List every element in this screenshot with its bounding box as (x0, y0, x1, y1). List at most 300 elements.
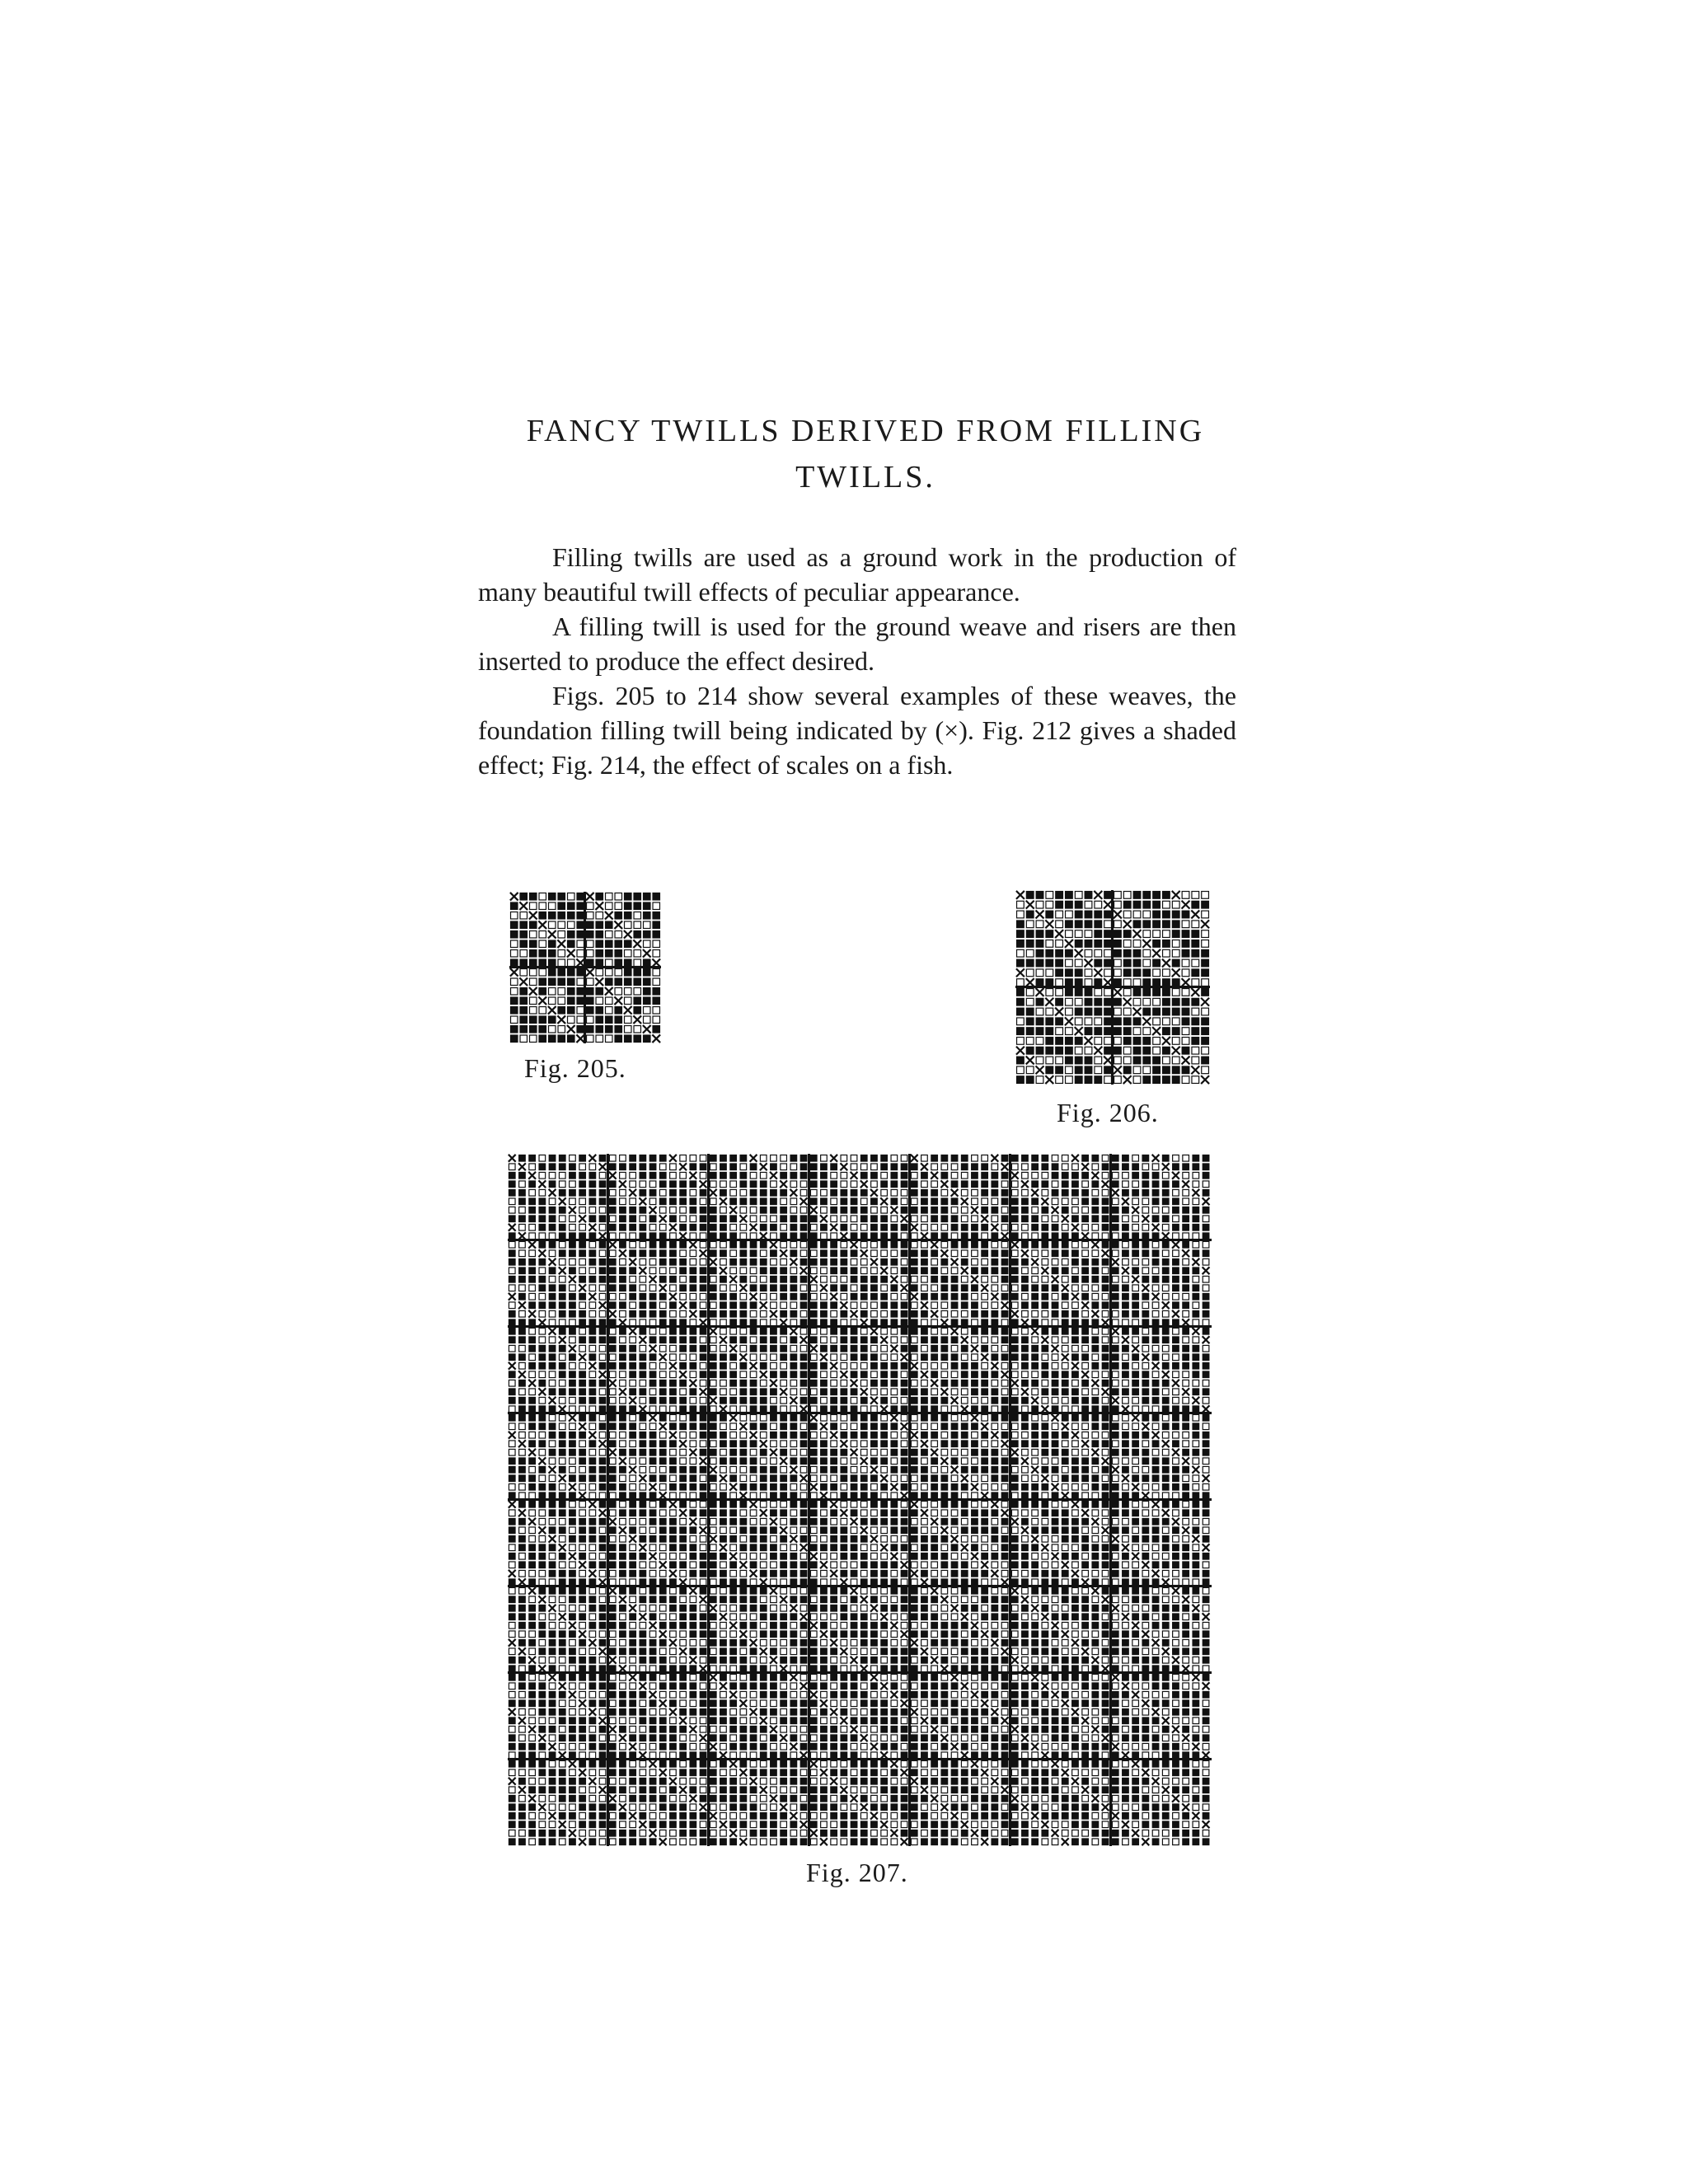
riser-mark (1026, 940, 1034, 948)
riser-mark (981, 1180, 988, 1188)
riser-mark (961, 1466, 968, 1474)
twill-cross-mark (780, 1388, 787, 1395)
sinker-mark (961, 1310, 968, 1317)
sinker-mark (821, 1570, 828, 1577)
sinker-mark (931, 1319, 938, 1326)
sinker-mark (1102, 1189, 1109, 1196)
riser-mark (619, 1362, 626, 1370)
sinker-mark (1022, 1328, 1029, 1334)
riser-mark (549, 1483, 556, 1491)
sinker-mark (1142, 1466, 1149, 1473)
riser-mark (1052, 1371, 1059, 1378)
sinker-mark (730, 1614, 737, 1620)
riser-mark (1102, 1647, 1109, 1655)
sinker-mark (860, 1258, 867, 1265)
riser-mark (1142, 1008, 1151, 1016)
sinker-mark (790, 1587, 797, 1594)
sinker-mark (690, 1501, 696, 1507)
sinker-mark (720, 1328, 727, 1334)
twill-cross-mark (981, 1492, 988, 1499)
twill-cross-mark (588, 1224, 596, 1231)
riser-mark (840, 1249, 847, 1257)
sinker-mark (519, 1570, 526, 1577)
sinker-mark (1001, 1562, 1008, 1568)
sinker-mark (1052, 1605, 1058, 1611)
riser-mark (1021, 1492, 1029, 1499)
riser-mark (619, 1414, 626, 1422)
sinker-mark (871, 1614, 878, 1620)
riser-mark (1152, 1622, 1160, 1629)
riser-mark (770, 1197, 777, 1205)
riser-mark (720, 1509, 727, 1516)
riser-mark (1041, 1639, 1048, 1647)
riser-mark (1081, 1319, 1089, 1326)
twill-cross-mark (1152, 1570, 1160, 1577)
riser-mark (599, 1241, 607, 1249)
riser-mark (971, 1163, 978, 1170)
twill-cross-mark (569, 1483, 576, 1491)
riser-mark (1142, 1535, 1149, 1543)
riser-mark (1133, 968, 1142, 977)
sinker-mark (1142, 1224, 1149, 1230)
sinker-mark (871, 1164, 878, 1170)
riser-mark (518, 1258, 526, 1266)
sinker-mark (1066, 998, 1073, 1005)
sinker-mark (649, 1319, 656, 1326)
sinker-mark (921, 1319, 928, 1326)
riser-mark (549, 1492, 556, 1499)
riser-mark (800, 1224, 808, 1231)
riser-mark (1001, 1267, 1009, 1274)
sinker-mark (1143, 1028, 1151, 1035)
sinker-mark (931, 1302, 938, 1309)
sinker-mark (1104, 969, 1112, 977)
riser-mark (1172, 1466, 1179, 1474)
sinker-mark (589, 1587, 596, 1594)
twill-cross-mark (659, 1215, 667, 1222)
twill-cross-mark (931, 1380, 938, 1387)
riser-mark (981, 1328, 988, 1335)
riser-mark (780, 1622, 787, 1629)
sinker-mark (972, 1319, 978, 1326)
riser-mark (588, 1215, 596, 1222)
sinker-mark (659, 1510, 666, 1516)
riser-mark (639, 1578, 646, 1586)
riser-mark (559, 1526, 566, 1534)
twill-cross-mark (851, 1518, 858, 1526)
riser-mark (1075, 978, 1083, 987)
riser-mark (1102, 1483, 1109, 1491)
sinker-mark (559, 1596, 565, 1603)
sinker-mark (640, 1276, 646, 1282)
riser-mark (1112, 1544, 1119, 1551)
sinker-mark (750, 1493, 757, 1499)
riser-mark (890, 1544, 898, 1551)
riser-mark (1011, 1414, 1019, 1422)
riser-mark (720, 1276, 727, 1283)
riser-mark (780, 1353, 787, 1361)
riser-mark (579, 1371, 586, 1378)
sinker-mark (1193, 1544, 1199, 1551)
riser-mark (1052, 1518, 1059, 1526)
riser-mark (1041, 1570, 1048, 1577)
riser-mark (830, 1405, 837, 1413)
sinker-mark (730, 1389, 737, 1395)
sinker-mark (549, 1198, 556, 1205)
riser-mark (689, 1388, 696, 1395)
riser-mark (800, 1258, 808, 1266)
riser-mark (1152, 1008, 1160, 1016)
riser-mark (951, 1682, 959, 1690)
twill-cross-mark (890, 1553, 898, 1560)
paragraph-2: A filling twill is used for the ground weave and risers are then inserted to produce the effect desired. (478, 612, 1236, 676)
sinker-mark (1062, 1648, 1068, 1655)
riser-mark (901, 1544, 908, 1551)
sinker-mark (1173, 1293, 1179, 1300)
riser-mark (1081, 1674, 1089, 1681)
sinker-mark (760, 1432, 767, 1438)
riser-mark (1112, 1301, 1119, 1309)
riser-mark (911, 1587, 918, 1595)
riser-mark (729, 1197, 737, 1205)
sinker-mark (911, 1622, 917, 1629)
twill-cross-mark (1026, 978, 1034, 987)
sinker-mark (1173, 1579, 1179, 1586)
twill-cross-mark (605, 912, 613, 920)
sinker-mark (860, 1683, 867, 1690)
sinker-mark (860, 1466, 867, 1473)
riser-mark (538, 1380, 546, 1387)
riser-mark (1192, 1422, 1199, 1430)
sinker-mark (1172, 940, 1179, 948)
twill-cross-mark (599, 1578, 607, 1586)
sinker-mark (961, 1553, 968, 1559)
sinker-mark (1046, 940, 1053, 948)
sinker-mark (860, 1510, 867, 1516)
sinker-mark (1001, 1631, 1008, 1638)
riser-mark (1011, 1155, 1019, 1162)
riser-mark (599, 1422, 607, 1430)
riser-mark (652, 996, 660, 1005)
sinker-mark (931, 1258, 938, 1265)
riser-mark (991, 1172, 998, 1179)
riser-mark (820, 1518, 828, 1526)
riser-mark (890, 1241, 898, 1249)
twill-cross-mark (1001, 1578, 1009, 1586)
sinker-mark (1143, 998, 1151, 1005)
riser-mark (649, 1249, 657, 1257)
sinker-mark (821, 1268, 828, 1274)
riser-mark (770, 1328, 777, 1335)
sinker-mark (921, 1216, 928, 1222)
sinker-mark (1011, 1302, 1018, 1309)
riser-mark (1001, 1544, 1009, 1551)
riser-mark (643, 987, 651, 996)
sinker-mark (1172, 901, 1179, 908)
sinker-mark (1173, 1432, 1179, 1438)
sinker-mark (911, 1475, 917, 1482)
sinker-mark (1123, 1276, 1129, 1282)
riser-mark (1182, 1449, 1189, 1456)
riser-mark (870, 1414, 878, 1422)
twill-cross-mark (1062, 1215, 1069, 1222)
sinker-mark (1183, 1233, 1189, 1240)
riser-mark (1016, 1076, 1025, 1084)
sinker-mark (992, 1345, 998, 1352)
sinker-mark (951, 1268, 958, 1274)
riser-mark (1075, 1076, 1083, 1084)
sinker-mark (1123, 1535, 1129, 1542)
sinker-mark (1173, 1510, 1179, 1516)
sinker-mark (1123, 1562, 1129, 1568)
riser-mark (549, 1301, 556, 1309)
twill-cross-mark (1071, 1570, 1079, 1577)
riser-mark (911, 1613, 918, 1620)
sinker-mark (871, 1371, 878, 1378)
riser-mark (519, 996, 528, 1005)
twill-cross-mark (1065, 940, 1073, 948)
riser-mark (720, 1674, 727, 1681)
sinker-mark (881, 1587, 888, 1594)
riser-mark (911, 1596, 918, 1603)
riser-mark (1112, 1345, 1119, 1352)
riser-mark (1122, 1432, 1129, 1439)
riser-mark (588, 1674, 596, 1681)
sinker-mark (730, 1250, 737, 1257)
riser-mark (890, 1518, 898, 1526)
riser-mark (569, 1353, 576, 1361)
sinker-mark (1032, 1207, 1039, 1213)
riser-mark (1132, 1674, 1139, 1681)
sinker-mark (1123, 1397, 1129, 1404)
riser-mark (820, 1197, 828, 1205)
twill-cross-mark (1142, 1284, 1149, 1291)
riser-mark (1142, 968, 1151, 977)
sinker-mark (1001, 1501, 1008, 1507)
riser-mark (790, 1362, 797, 1370)
riser-mark (548, 977, 556, 986)
twill-cross-mark (1071, 1362, 1079, 1370)
riser-mark (1052, 1613, 1059, 1620)
riser-mark (760, 1483, 767, 1491)
sinker-mark (519, 1285, 526, 1291)
twill-cross-mark (1011, 1172, 1019, 1179)
riser-mark (538, 1483, 546, 1491)
twill-cross-mark (518, 1509, 526, 1516)
riser-mark (614, 1015, 622, 1024)
riser-mark (1031, 1570, 1039, 1577)
sinker-mark (680, 1207, 687, 1213)
sinker-mark (1022, 1510, 1029, 1516)
sinker-mark (630, 1198, 636, 1205)
riser-mark (760, 1570, 767, 1577)
riser-mark (579, 1310, 586, 1318)
riser-mark (1001, 1639, 1009, 1647)
riser-mark (810, 1180, 818, 1188)
riser-mark (830, 1319, 837, 1326)
sinker-mark (1102, 1172, 1109, 1179)
riser-mark (629, 1570, 636, 1577)
sinker-mark (1082, 1527, 1089, 1534)
riser-mark (629, 1630, 636, 1638)
sinker-mark (640, 1380, 646, 1386)
riser-mark (528, 1682, 536, 1690)
sinker-mark (539, 1579, 546, 1586)
riser-mark (557, 977, 565, 986)
riser-mark (739, 1605, 747, 1612)
riser-mark (820, 1483, 828, 1491)
sinker-mark (649, 1562, 656, 1568)
sinker-mark (800, 1423, 807, 1430)
twill-cross-mark (1203, 1267, 1210, 1274)
sinker-mark (630, 1518, 636, 1525)
sinker-mark (1173, 1674, 1179, 1680)
riser-mark (1102, 1422, 1109, 1430)
twill-cross-mark (780, 1526, 787, 1534)
riser-mark (911, 1284, 918, 1291)
sinker-mark (841, 1639, 847, 1646)
riser-mark (1172, 1405, 1179, 1413)
riser-mark (961, 1509, 968, 1516)
riser-mark (940, 1639, 948, 1647)
sinker-mark (511, 912, 518, 919)
riser-mark (780, 1215, 787, 1222)
riser-mark (1172, 1207, 1179, 1214)
riser-mark (739, 1457, 747, 1465)
riser-mark (720, 1172, 727, 1179)
twill-cross-mark (890, 1345, 898, 1352)
twill-cross-mark (567, 949, 575, 958)
riser-mark (1172, 1076, 1180, 1084)
riser-mark (659, 1232, 667, 1240)
sinker-mark (851, 1362, 857, 1369)
sinker-mark (579, 1224, 586, 1230)
riser-mark (1182, 940, 1190, 948)
riser-mark (538, 1345, 546, 1352)
riser-mark (951, 1241, 959, 1249)
riser-mark (1091, 1483, 1099, 1491)
sinker-mark (559, 1181, 565, 1188)
riser-mark (689, 1301, 696, 1309)
riser-mark (911, 1405, 918, 1413)
sinker-mark (568, 921, 574, 928)
riser-mark (633, 977, 641, 986)
riser-mark (951, 1492, 959, 1499)
riser-mark (588, 1180, 596, 1188)
riser-mark (810, 1397, 818, 1404)
sinker-mark (1011, 1666, 1018, 1672)
riser-mark (750, 1388, 757, 1395)
riser-mark (940, 1561, 948, 1568)
riser-mark (1114, 998, 1122, 1006)
sinker-mark (1085, 930, 1092, 938)
riser-mark (750, 1544, 757, 1551)
riser-mark (729, 1241, 737, 1249)
sinker-mark (1173, 1155, 1179, 1161)
riser-mark (1182, 1483, 1189, 1491)
riser-mark (890, 1509, 898, 1516)
twill-cross-mark (528, 1449, 536, 1456)
riser-mark (1021, 1483, 1029, 1491)
sinker-mark (931, 1328, 938, 1334)
riser-mark (619, 1449, 626, 1456)
sinker-mark (1062, 1466, 1068, 1473)
twill-cross-mark (559, 1613, 566, 1620)
sinker-mark (911, 1198, 917, 1205)
riser-mark (851, 1682, 858, 1690)
sinker-mark (992, 1544, 998, 1551)
twill-cross-mark (518, 1647, 526, 1655)
twill-cross-mark (1203, 1405, 1210, 1413)
sinker-mark (891, 1337, 898, 1343)
riser-mark (780, 1310, 787, 1318)
riser-mark (538, 1647, 546, 1655)
riser-mark (951, 1432, 959, 1439)
riser-mark (991, 1267, 998, 1274)
riser-mark (931, 1293, 938, 1301)
twill-cross-mark (1162, 959, 1170, 968)
riser-mark (739, 1587, 747, 1595)
riser-mark (588, 1397, 596, 1404)
sinker-mark (1112, 1475, 1118, 1482)
sinker-mark (1095, 1038, 1102, 1045)
sinker-mark (871, 1389, 878, 1395)
sinker-mark (1114, 959, 1122, 967)
sinker-mark (831, 1518, 837, 1525)
sinker-mark (800, 1483, 807, 1490)
riser-mark (548, 968, 556, 977)
sinker-mark (941, 1614, 948, 1620)
riser-mark (639, 1249, 646, 1257)
riser-mark (579, 1474, 586, 1482)
riser-mark (518, 1605, 526, 1612)
twill-cross-mark (1094, 968, 1102, 977)
sinker-mark (1026, 1038, 1034, 1045)
riser-mark (1091, 1578, 1099, 1586)
riser-mark (1071, 1319, 1079, 1326)
riser-mark (860, 1474, 868, 1482)
twill-cross-mark (921, 1301, 928, 1309)
sinker-mark (589, 1285, 596, 1291)
sinker-mark (1183, 1441, 1189, 1447)
riser-mark (1071, 1526, 1079, 1534)
sinker-mark (609, 1631, 616, 1638)
riser-mark (729, 1457, 737, 1465)
riser-mark (1152, 1518, 1160, 1526)
sinker-mark (1022, 1268, 1029, 1274)
riser-mark (509, 1535, 516, 1543)
riser-mark (971, 1388, 978, 1395)
sinker-mark (921, 1345, 928, 1352)
riser-mark (820, 1605, 828, 1612)
twill-cross-mark (710, 1328, 717, 1335)
riser-mark (518, 1155, 526, 1162)
sinker-mark (1011, 1389, 1018, 1395)
riser-mark (624, 1034, 632, 1043)
riser-mark (1052, 1647, 1059, 1655)
riser-mark (1031, 1501, 1039, 1508)
riser-mark (710, 1553, 717, 1560)
sinker-mark (730, 1181, 737, 1188)
riser-mark (1081, 1172, 1089, 1179)
riser-mark (1192, 1362, 1199, 1370)
riser-mark (820, 1647, 828, 1655)
riser-mark (750, 1466, 757, 1474)
riser-mark (1091, 1474, 1099, 1482)
riser-mark (1203, 1578, 1210, 1586)
riser-mark (629, 1449, 636, 1456)
sinker-mark (1183, 1657, 1189, 1663)
